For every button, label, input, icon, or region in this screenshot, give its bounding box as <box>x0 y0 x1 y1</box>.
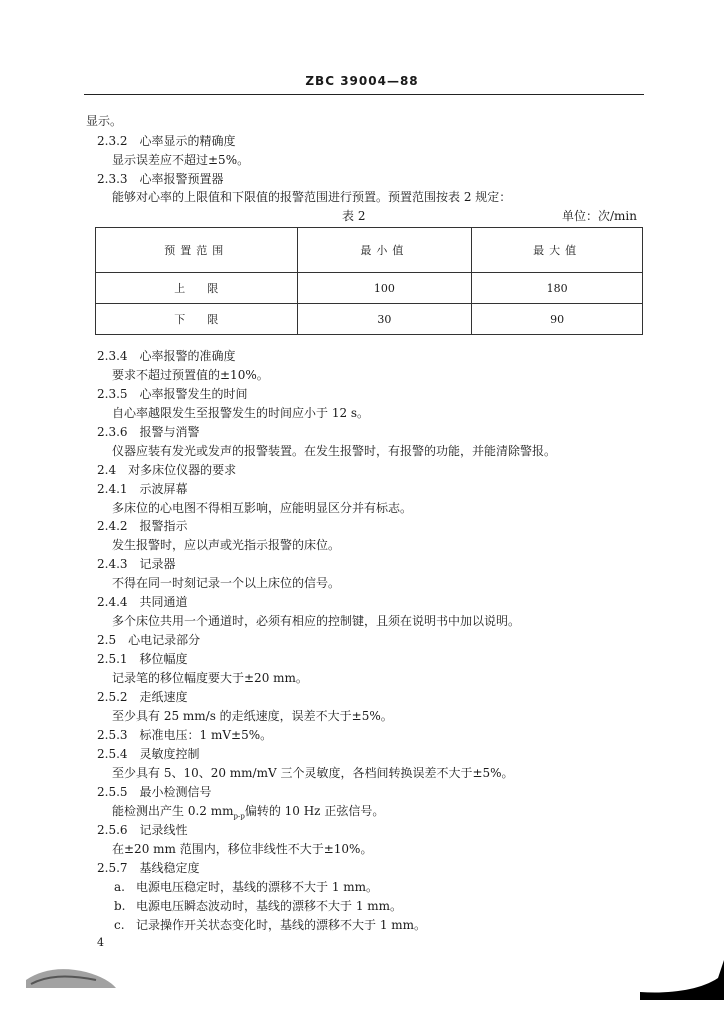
table-caption: 表 2 <box>342 209 366 223</box>
page-curl-graphic <box>640 960 724 1000</box>
section-heading: 2.3.2 心率显示的精确度 <box>97 134 236 148</box>
table-row <box>96 304 643 335</box>
section-heading: 2.4.1 示波屏幕 <box>97 482 188 496</box>
section-heading: 2.4 对多床位仪器的要求 <box>97 463 237 477</box>
text-line <box>112 804 384 823</box>
list-marker: b. <box>114 899 126 913</box>
list-item: 记录操作开关状态变化时，基线的漂移不大于 1 mm。 <box>136 918 427 932</box>
table-header-cell: 最大值 <box>472 228 643 273</box>
table-cell-max: 180 <box>472 273 643 304</box>
text-line: 记录笔的移位幅度要大于±20 mm。 <box>112 671 308 685</box>
section-heading: 2.5.1 移位幅度 <box>97 652 188 666</box>
text-line: 多个床位共用一个通道时，必须有相应的控制键，且须在说明书中加以说明。 <box>112 614 521 628</box>
document-header: ZBC 39004—88 <box>305 74 419 88</box>
text-line: 发生报警时，应以声或光指示报警的床位。 <box>112 538 341 552</box>
table-cell-label: 下 限 <box>96 304 298 335</box>
table-header-row <box>96 228 643 273</box>
table-cell-label: 上 限 <box>96 273 298 304</box>
section-heading: 2.5 心电记录部分 <box>97 633 201 647</box>
table-row <box>96 273 643 304</box>
table-cell-min: 30 <box>297 304 472 335</box>
list-marker: a. <box>114 880 125 894</box>
section-heading: 2.3.3 心率报警预置器 <box>97 172 224 186</box>
section-heading: 2.5.7 基线稳定度 <box>97 861 200 875</box>
text-line: 仪器应装有发光或发声的报警装置。在发生报警时，有报警的功能，并能清除警报。 <box>112 444 557 458</box>
section-heading: 2.5.3 标准电压：1 mV±5%。 <box>97 728 273 742</box>
signal-suffix: 偏转的 10 Hz 正弦信号。 <box>244 804 385 818</box>
text-line: 显示。 <box>86 114 123 128</box>
list-marker: c. <box>114 918 125 932</box>
section-heading: 2.3.4 心率报警的准确度 <box>97 349 236 363</box>
text-line: 在±20 mm 范围内，移位非线性不大于±10%。 <box>112 842 373 856</box>
table-2 <box>95 227 643 335</box>
text-line: 至少具有 25 mm/s 的走纸速度，误差不大于±5%。 <box>112 709 393 723</box>
scan-smudge-graphic <box>26 960 116 988</box>
section-heading: 2.5.5 最小检测信号 <box>97 785 212 799</box>
page-number: 4 <box>97 936 104 949</box>
list-item: 电源电压稳定时，基线的漂移不大于 1 mm。 <box>136 880 379 894</box>
text-line: 自心率越限发生至报警发生的时间应小于 12 s。 <box>112 406 370 420</box>
section-heading: 2.5.2 走纸速度 <box>97 690 188 704</box>
text-line: 能够对心率的上限值和下限值的报警范围进行预置。预置范围按表 2 规定： <box>112 190 512 204</box>
text-line: 显示误差应不超过±5%。 <box>112 153 250 167</box>
signal-text: 能检测出产生 0.2 mm <box>112 804 234 818</box>
table-unit: 单位：次/min <box>562 209 637 223</box>
section-heading: 2.5.4 灵敏度控制 <box>97 747 200 761</box>
section-heading: 2.3.6 报警与消警 <box>97 425 200 439</box>
text-line: 要求不超过预置值的±10%。 <box>112 368 269 382</box>
section-heading: 2.4.3 记录器 <box>97 557 176 571</box>
section-heading: 2.5.6 记录线性 <box>97 823 188 837</box>
table-cell-min: 100 <box>297 273 472 304</box>
section-heading: 2.4.4 共同通道 <box>97 595 188 609</box>
header-rule <box>84 94 644 95</box>
table-cell-max: 90 <box>472 304 643 335</box>
table-header-cell: 最小值 <box>297 228 472 273</box>
section-heading: 2.4.2 报警指示 <box>97 519 188 533</box>
signal-subscript: p-p <box>233 812 245 821</box>
table-header-cell: 预置范围 <box>96 228 298 273</box>
text-line: 至少具有 5、10、20 mm/mV 三个灵敏度，各档间转换误差不大于±5%。 <box>112 766 514 780</box>
text-line: 多床位的心电图不得相互影响，应能明显区分并有标志。 <box>112 501 413 515</box>
section-heading: 2.3.5 心率报警发生的时间 <box>97 387 248 401</box>
text-line: 不得在同一时刻记录一个以上床位的信号。 <box>112 576 341 590</box>
list-item: 电源电压瞬态波动时，基线的漂移不大于 1 mm。 <box>136 899 403 913</box>
